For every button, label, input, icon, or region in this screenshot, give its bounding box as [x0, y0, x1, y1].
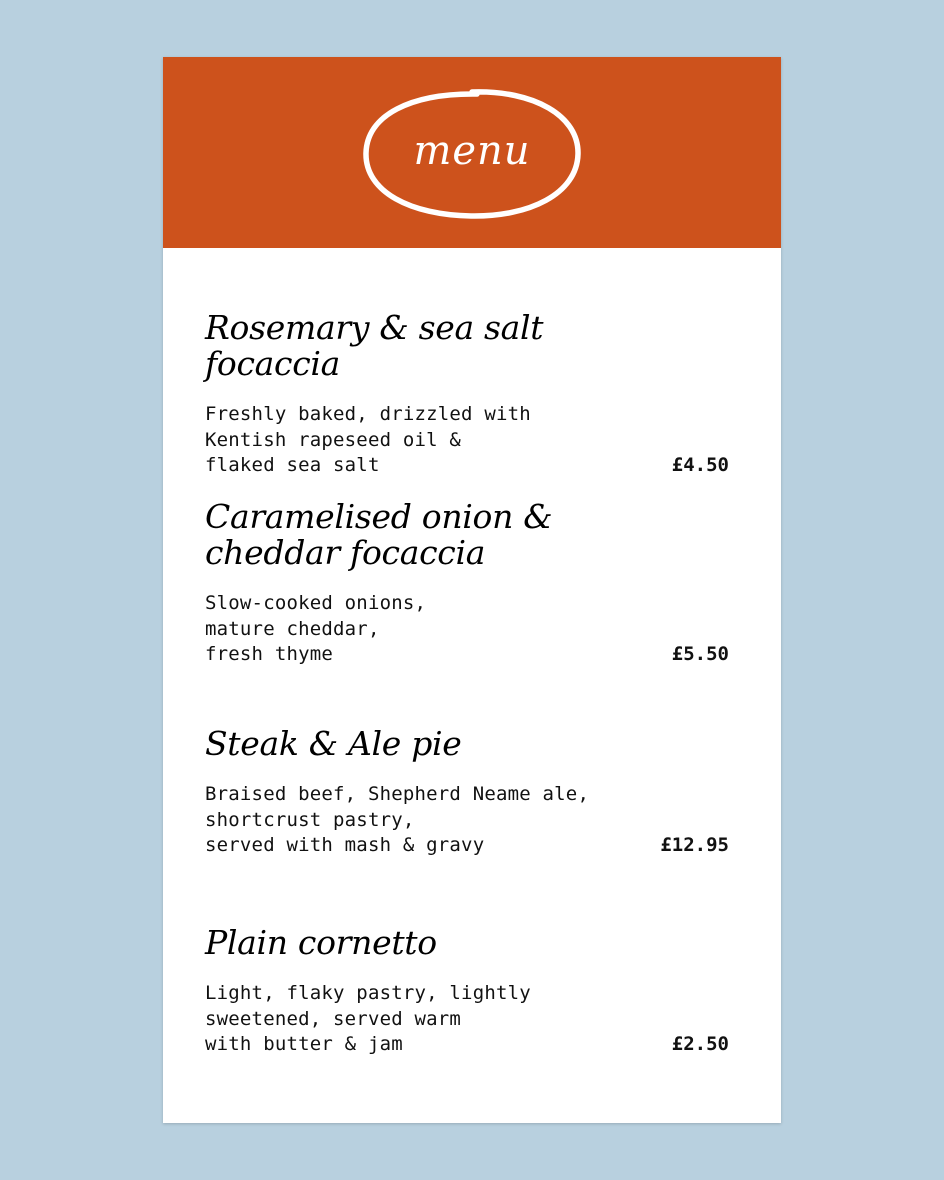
- menu-item: [205, 499, 729, 668]
- item-body: [205, 981, 729, 1058]
- menu-header: [163, 57, 781, 248]
- menu-item: [205, 310, 729, 479]
- item-description-line: sweetened, served warm: [205, 1007, 462, 1030]
- menu-item: [205, 726, 729, 859]
- item-description-line: shortcrust pastry,: [205, 808, 415, 831]
- item-description-line: served with mash & gravy: [205, 834, 485, 856]
- item-price: £2.50: [671, 1033, 729, 1055]
- item-body: [205, 402, 729, 479]
- item-description-line: with butter & jam: [205, 1033, 403, 1055]
- item-body: [205, 782, 729, 859]
- item-description-line: Braised beef, Shepherd Neame ale,: [205, 783, 590, 805]
- menu-logo: [359, 84, 585, 224]
- menu-logo-text: menu: [413, 128, 531, 174]
- item-description-line: mature cheddar,: [205, 617, 380, 640]
- item-description-line: Kentish rapeseed oil &: [205, 428, 462, 451]
- item-description-line: fresh thyme: [205, 643, 334, 665]
- item-description-line: flaked sea salt: [205, 454, 380, 476]
- item-price: £5.50: [671, 643, 729, 665]
- item-title: Plain cornetto: [205, 923, 437, 962]
- menu-item: [205, 925, 729, 1058]
- item-description-line: Freshly baked, drizzled with: [205, 403, 531, 425]
- menu-card: [163, 57, 781, 1123]
- item-description-line: Slow-cooked onions,: [205, 592, 427, 614]
- item-description: [205, 782, 729, 859]
- item-body: [205, 591, 729, 668]
- item-description: [205, 591, 729, 668]
- item-description-line: Light, flaky pastry, lightly: [205, 982, 531, 1004]
- item-description: [205, 402, 729, 479]
- item-title: Rosemary & sea salt focaccia: [205, 308, 544, 383]
- item-price: £12.95: [660, 834, 729, 856]
- item-title: Steak & Ale pie: [205, 724, 462, 763]
- item-description: [205, 981, 729, 1058]
- item-price: £4.50: [671, 454, 729, 476]
- item-title: Caramelised onion & cheddar focaccia: [205, 497, 553, 572]
